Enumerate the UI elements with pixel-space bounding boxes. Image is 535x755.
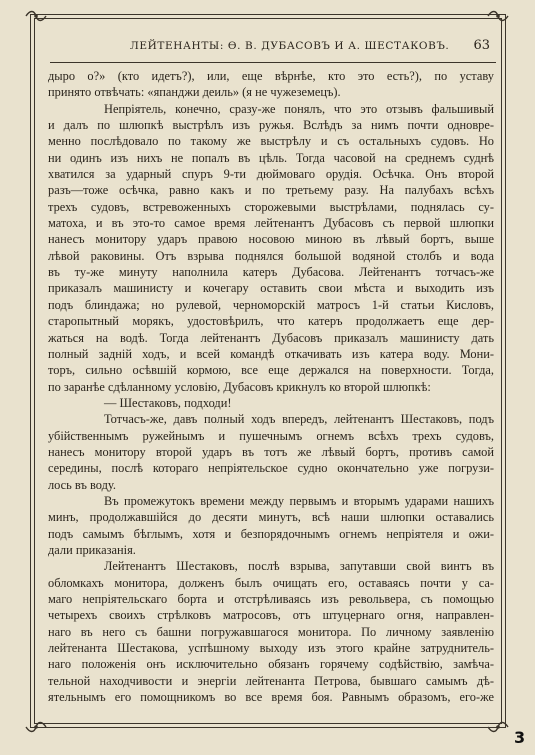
text-line: жаться на водѣ. Тогда лейтенантъ Дубасовъ приказалъ машинисту дать — [48, 330, 494, 345]
corner-ornament-icon — [24, 9, 48, 23]
text-line: трехъ судовъ, встревоженныхъ сторожевыми выстрѣлами, поднялась су- — [48, 199, 494, 214]
text-line: Лейтенантъ Шестаковъ, послѣ взрыва, запутавши свой винтъ въ — [104, 559, 494, 574]
text-line: середины, послѣ котораго непріятельское судно окончательно уже погрузи- — [48, 461, 494, 476]
text-line: нанесъ монитору ударъ правою носовою миною въ лѣвый бортъ, выше — [48, 232, 494, 247]
text-line: нанесъ монитору второй ударъ въ тотъ же лѣвый бортъ, противъ самой — [48, 444, 494, 459]
corner-ornament-icon — [486, 720, 510, 734]
body-text — [48, 68, 494, 705]
text-line: четырехъ своихъ стрѣлковъ матросовъ, отъ штуцернаго огня, направлен- — [48, 608, 494, 623]
text-line: по заранѣе сдѣланному условію, Дубасовъ крикнулъ ко второй шлюпкѣ: — [48, 379, 431, 394]
text-line: ни одинъ изъ нихъ не попалъ въ цѣль. Тогда часовой на среднемъ суднѣ — [48, 150, 494, 165]
running-title: ЛЕЙТЕНАНТЫ: Ѳ. В. ДУБАСОВЪ И А. ШЕСТАКОВЪ. — [130, 40, 450, 52]
text-line: тельной находчивости и энергіи лейтенанта Петрова, бывшаго самымъ дѣ- — [48, 673, 494, 688]
text-line: дали приказанія. — [48, 542, 136, 557]
text-line: приказалъ машинисту и кочегару оставить свои мѣста и выходить изъ — [48, 281, 494, 296]
text-line: подъ самымъ бѣглымъ, хотя и безпорядочнымъ огнемъ непріятеля и ожи- — [48, 526, 494, 541]
page-number: 63 — [473, 38, 490, 53]
text-line: старопытный морякъ, удостовѣрилъ, что катеръ продолжаетъ еще дер- — [48, 314, 494, 329]
header-rule — [50, 62, 496, 63]
text-line: убійственнымъ ружейнымъ и пушечнымъ огнемъ всѣхъ трехъ судовъ, — [48, 428, 494, 443]
text-line: лѣвой раковины. Отъ взрыва поднялся большой водяной столбъ и вода — [48, 248, 494, 263]
text-line: — Шестаковъ, подходи! — [104, 395, 232, 410]
text-line: минъ, продолжавшійся до десяти минутъ, всѣ наши шлюпки оставались — [48, 510, 494, 525]
running-header — [60, 38, 490, 56]
text-line: обломкахъ монитора, долженъ былъ очищать его, оставаясь почти у са- — [48, 575, 494, 590]
text-line: принято отвѣчать: «япанджи деиль» (я не чужеземецъ). — [48, 85, 341, 100]
text-line: и далъ по шлюпкѣ выстрѣлъ изъ ружья. Вслѣдъ за нимъ почти одновре- — [48, 118, 494, 133]
corner-badge: 3 — [514, 728, 526, 747]
text-line: дыро о?» (кто идетъ?), или, еще вѣрнѣе, кто это есть?), по уставу — [48, 69, 494, 83]
text-line: матоха, и въ это-то самое время лейтенантъ Дубасовъ съ первой шлюпки — [48, 216, 494, 231]
text-line: въ ту-же минуту наполнила катеръ Дубасова. Лейтенантъ тотчасъ-же — [48, 265, 494, 280]
text-line: лейтенанта Шестакова, успѣшному выходу изъ этого крайне затруднитель- — [48, 641, 494, 656]
text-line: наго положенія онъ исключительно обязанъ горячему содѣйствію, замѣча- — [48, 657, 494, 672]
text-line: подъ блиндажа; но рулевой, черноморскій матросъ 1-й статьи Кисловъ, — [48, 297, 494, 312]
text-line: маго непріятельскаго борта и отстрѣливаясь изъ револьвера, съ помощью — [48, 592, 494, 606]
text-line: разъ—тоже осѣчка, равно какъ и по третьему разу. На палубахъ всѣхъ — [48, 183, 494, 198]
text-line: наго въ него съ башни погружавшагося монитора. По личному заявленію — [48, 624, 494, 639]
text-line: ятельнымъ его помощникомъ во все время боя. Равнымъ образомъ, его-же — [48, 690, 494, 705]
text-line: хватился за ударный спуръ 9-ти дюймоваго орудія. Осѣчка. Онъ второй — [48, 167, 494, 182]
text-line: менно послѣдовало по такому же выстрѣлу и съ остальныхъ судовъ. Но — [48, 134, 494, 149]
text-line: полный задній ходъ, и всей командѣ откачивать изъ катера воду. Мони- — [48, 346, 494, 361]
corner-ornament-icon — [486, 9, 510, 23]
text-line: Непріятель, конечно, сразу-же понялъ, что это отзывъ фальшивый — [104, 101, 494, 116]
text-line: Тотчасъ-же, давъ полный ходъ впередъ, лейтенантъ Шестаковъ, подъ — [104, 412, 494, 427]
corner-ornament-icon — [24, 720, 48, 734]
text-line: торъ, сильно осѣвшій кормою, все еще держался на поверхности. Тогда, — [48, 363, 494, 378]
text-line: Въ промежутокъ времени между первымъ и вторымъ ударами нашихъ — [104, 493, 494, 508]
text-line: лось въ воду. — [48, 477, 116, 492]
